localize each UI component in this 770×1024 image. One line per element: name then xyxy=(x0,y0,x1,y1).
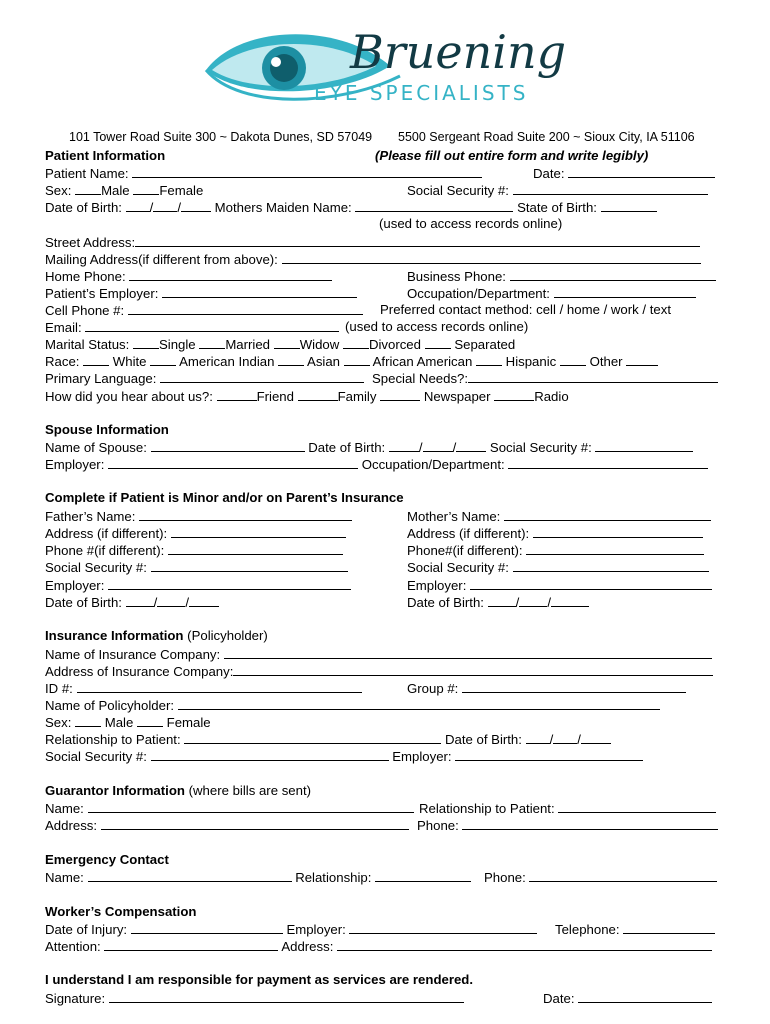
newspaper-label: Newspaper xyxy=(423,389,491,404)
mother-dob-label: Date of Birth: xyxy=(407,595,484,610)
sex-label: Sex: xyxy=(45,183,72,198)
father-name-label: Father’s Name: xyxy=(45,509,136,524)
minor-section-heading: Complete if Patient is Minor and/or on Parent’s Insurance xyxy=(45,490,404,505)
occupation-field[interactable] xyxy=(554,285,696,298)
emergency-name-label: Name: xyxy=(45,870,84,885)
state-of-birth-label: State of Birth: xyxy=(517,200,597,215)
street-address-label: Street Address: xyxy=(45,235,136,250)
emergency-phone-field[interactable] xyxy=(529,869,717,882)
spouse-dob-day-field[interactable] xyxy=(423,439,453,452)
father-dob-year-field[interactable] xyxy=(189,594,219,607)
father-ssn-label: Social Security #: xyxy=(45,560,147,575)
white-label: White xyxy=(112,354,147,369)
policyholder-employer-field[interactable] xyxy=(455,748,643,761)
mother-name-label: Mother’s Name: xyxy=(407,509,501,524)
mother-ssn-label: Social Security #: xyxy=(407,560,509,575)
spouse-occupation-field[interactable] xyxy=(508,456,708,469)
policyholder-ssn-field[interactable] xyxy=(151,748,389,761)
policyholder-name-label: Name of Policyholder: xyxy=(45,698,175,713)
divorced-label: Divorced xyxy=(368,337,421,352)
workers-comp-heading: Worker’s Compensation xyxy=(45,904,197,919)
emergency-relationship-label: Relationship: xyxy=(295,870,372,885)
married-blank[interactable] xyxy=(199,336,225,349)
workers-employer-label: Employer: xyxy=(286,922,346,937)
mothers-maiden-label: Mothers Maiden Name: xyxy=(214,200,352,215)
mother-ssn-field[interactable] xyxy=(513,559,709,572)
signature-date-field[interactable] xyxy=(578,990,712,1003)
guarantor-address-field[interactable] xyxy=(101,817,409,830)
sex-female-label: Female xyxy=(159,183,204,198)
policyholder-name-field[interactable] xyxy=(178,697,660,710)
policyholder-relationship-label: Relationship to Patient: xyxy=(45,732,181,747)
street-address-field[interactable] xyxy=(135,234,700,247)
logo-brand-text: Bruening xyxy=(350,25,567,79)
guarantor-name-field[interactable] xyxy=(88,800,414,813)
spouse-occupation-label: Occupation/Department: xyxy=(361,457,505,472)
policyholder-dob-label: Date of Birth: xyxy=(444,732,522,747)
spouse-dob-label: Date of Birth: xyxy=(308,440,386,455)
race-label: Race: xyxy=(45,354,80,369)
state-of-birth-field[interactable] xyxy=(601,199,657,212)
other-race-field[interactable] xyxy=(626,353,658,366)
policyholder-female-blank[interactable] xyxy=(137,714,163,727)
insurance-company-field[interactable] xyxy=(224,646,712,659)
occupation-label: Occupation/Department: xyxy=(407,286,550,301)
workers-employer-field[interactable] xyxy=(349,921,537,934)
guarantor-heading-note: (where bills are sent) xyxy=(188,783,312,798)
policyholder-male-blank[interactable] xyxy=(75,714,101,727)
dob-month-field[interactable] xyxy=(126,199,150,212)
white-blank[interactable] xyxy=(83,353,109,366)
father-name-field[interactable] xyxy=(139,508,352,521)
insurance-id-label: ID #: xyxy=(45,681,73,696)
policyholder-sex-label: Sex: xyxy=(45,715,72,730)
cell-phone-field[interactable] xyxy=(128,302,363,315)
dob-label: Date of Birth: xyxy=(45,200,122,215)
attention-label: Attention: xyxy=(45,939,101,954)
marital-status-label: Marital Status: xyxy=(45,337,130,352)
asian-blank[interactable] xyxy=(278,353,304,366)
radio-blank[interactable] xyxy=(494,388,534,401)
divorced-blank[interactable] xyxy=(343,336,369,349)
mother-phone-label: Phone#(if different): xyxy=(407,543,523,558)
spouse-ssn-field[interactable] xyxy=(595,439,693,452)
sex-female-blank[interactable] xyxy=(133,182,159,195)
address-left: 101 Tower Road Suite 300 ~ Dakota Dunes, SD 57049 xyxy=(69,130,373,144)
patient-name-field[interactable] xyxy=(132,165,482,178)
group-field[interactable] xyxy=(462,680,686,693)
father-employer-label: Employer: xyxy=(45,578,105,593)
married-label: Married xyxy=(225,337,271,352)
other-label: Other xyxy=(589,354,623,369)
spouse-ssn-label: Social Security #: xyxy=(489,440,592,455)
business-phone-label: Business Phone: xyxy=(407,269,506,284)
attention-field[interactable] xyxy=(104,938,278,951)
father-dob-day-field[interactable] xyxy=(157,594,185,607)
hispanic-blank[interactable] xyxy=(476,353,502,366)
father-dob-month-field[interactable] xyxy=(126,594,154,607)
dob-year-field[interactable] xyxy=(181,199,211,212)
home-phone-field[interactable] xyxy=(129,268,332,281)
emergency-relationship-field[interactable] xyxy=(375,869,471,882)
form-instruction: (Please fill out entire form and write legibly) xyxy=(375,148,649,163)
workers-telephone-field[interactable] xyxy=(623,921,715,934)
family-blank[interactable] xyxy=(298,388,338,401)
spouse-employer-label: Employer: xyxy=(45,457,105,472)
separated-label: Separated xyxy=(454,337,516,352)
spouse-info-heading: Spouse Information xyxy=(45,422,169,437)
sex-male-label: Male xyxy=(101,183,130,198)
mailing-address-label: Mailing Address(if different from above): xyxy=(45,252,278,267)
widow-blank[interactable] xyxy=(274,336,300,349)
family-label: Family xyxy=(337,389,377,404)
sex-male-blank[interactable] xyxy=(75,182,101,195)
other-blank[interactable] xyxy=(560,353,586,366)
registration-form: Bruening EYE SPECIALISTS 101 Tower Road Suite 300 ~ Dakota Dunes, SD 57049 5500 Sergeant Road Suite 200 ~ Sioux City, IA 51106 Patient Information (Please fill out entire form and write legibly) Patient Name: Date: Sex: Male Female Social Security #: Date of Birth: / / Mothers Maiden Name: State of Birth: (used to access records online) Street Address: Mailing Address(if different from above): Home Phone: Business Phone: Patient’s Employer: Occupation/Department: Cell Phone #: Preferred contact method: cell / home / work / text Email: (used to access records online) Marital Status: Single Married Widow Divorced Separated Race: White American Indian Asian African American Hispanic Other Primary Language: Special Needs?: How did you hear about us?: Friend Family Newspaper Radio Spouse Information Name of Spouse: Date of Birth: / / Social Security #: Employer: Occupation/Department: Complete if Patient is Minor and/or on Parent’s Insurance Father’s Name: Mother’s Name: Address (if different): Address (if different): Phone #(if different): Phone#(if different): Social Security #: Social Security #: Employer: Employer: Date of Birth: / / Date of Birth: / / Insurance Information (Policyholder) Name of Insurance Company: Address of Insurance Company: ID #: Group #: Name of Policyholder: Sex: Male Female Relationship to Patient: Date of Birth: / / Social Security #: Employer: Guarantor Information (where bills are sent) Name: Relationship to Patient: Address: Phone: Emergency Contact Name: Relationship: Phone: Worker’s Compensation Date of Injury: Employer: Telephone: Attention: Address: I understand I am responsible for payment as services are rendered. Signature: Date: xyxy=(0,0,770,1024)
email-field[interactable] xyxy=(85,319,339,332)
separated-blank[interactable] xyxy=(425,336,451,349)
father-ssn-field[interactable] xyxy=(151,559,348,572)
logo-subtitle-text: EYE SPECIALISTS xyxy=(314,81,529,105)
mother-dob-year-field[interactable] xyxy=(551,594,589,607)
mother-employer-label: Employer: xyxy=(407,578,467,593)
special-needs-label: Special Needs?: xyxy=(372,371,469,386)
signature-field[interactable] xyxy=(109,990,464,1003)
friend-blank[interactable] xyxy=(217,388,257,401)
father-phone-label: Phone #(if different): xyxy=(45,543,165,558)
mother-employer-field[interactable] xyxy=(470,577,712,590)
bruening-eye-logo xyxy=(200,14,580,120)
primary-language-label: Primary Language: xyxy=(45,371,157,386)
special-needs-field[interactable] xyxy=(468,370,718,383)
emergency-phone-label: Phone: xyxy=(484,870,526,885)
ssn-label: Social Security #: xyxy=(407,183,509,198)
date-label: Date: xyxy=(533,166,565,181)
email-note: (used to access records online) xyxy=(345,319,529,334)
single-label: Single xyxy=(158,337,196,352)
signature-date-label: Date: xyxy=(543,991,575,1006)
patient-info-heading: Patient Information xyxy=(45,148,166,163)
policyholder-male-label: Male xyxy=(104,715,134,730)
father-address-label: Address (if different): xyxy=(45,526,168,541)
payment-statement: I understand I am responsible for payment as services are rendered. xyxy=(45,972,474,987)
policyholder-female-label: Female xyxy=(166,715,211,730)
injury-date-field[interactable] xyxy=(131,921,283,934)
guarantor-address-label: Address: xyxy=(45,818,98,833)
workers-address-label: Address: xyxy=(281,939,334,954)
group-label: Group #: xyxy=(407,681,459,696)
mothers-maiden-field[interactable] xyxy=(355,199,513,212)
patient-employer-field[interactable] xyxy=(162,285,357,298)
father-address-field[interactable] xyxy=(171,525,346,538)
policyholder-dob-month-field[interactable] xyxy=(526,731,550,744)
primary-language-field[interactable] xyxy=(160,370,364,383)
asian-label: Asian xyxy=(307,354,341,369)
spouse-dob-year-field[interactable] xyxy=(456,439,486,452)
emergency-name-field[interactable] xyxy=(88,869,292,882)
patient-name-label: Patient Name: xyxy=(45,166,129,181)
mother-address-field[interactable] xyxy=(533,525,703,538)
guarantor-relationship-field[interactable] xyxy=(558,800,716,813)
mailing-address-field[interactable] xyxy=(282,251,701,264)
american-indian-blank[interactable] xyxy=(150,353,176,366)
hispanic-label: Hispanic xyxy=(505,354,557,369)
workers-telephone-label: Telephone: xyxy=(555,922,620,937)
dob-day-field[interactable] xyxy=(153,199,177,212)
spouse-dob-month-field[interactable] xyxy=(389,439,419,452)
radio-label: Radio xyxy=(534,389,569,404)
signature-label: Signature: xyxy=(45,991,106,1006)
policyholder-ssn-label: Social Security #: xyxy=(45,749,147,764)
ssn-field[interactable] xyxy=(513,182,708,195)
mother-phone-field[interactable] xyxy=(526,542,704,555)
insurance-company-label: Name of Insurance Company: xyxy=(45,647,221,662)
father-dob-label: Date of Birth: xyxy=(45,595,122,610)
american-indian-label: American Indian xyxy=(179,354,275,369)
mother-dob-month-field[interactable] xyxy=(488,594,516,607)
business-phone-field[interactable] xyxy=(510,268,716,281)
newspaper-blank[interactable] xyxy=(380,388,420,401)
single-blank[interactable] xyxy=(133,336,159,349)
spouse-name-field[interactable] xyxy=(151,439,305,452)
insurance-address-field[interactable] xyxy=(233,663,713,676)
mother-dob-day-field[interactable] xyxy=(519,594,547,607)
spouse-employer-field[interactable] xyxy=(108,456,358,469)
date-field[interactable] xyxy=(568,165,715,178)
policyholder-relationship-field[interactable] xyxy=(184,731,441,744)
insurance-address-label: Address of Insurance Company: xyxy=(45,664,234,679)
guarantor-name-label: Name: xyxy=(45,801,84,816)
insurance-info-heading: Insurance Information xyxy=(45,628,184,643)
mother-address-label: Address (if different): xyxy=(407,526,530,541)
guarantor-relationship-label: Relationship to Patient: xyxy=(419,801,555,816)
father-employer-field[interactable] xyxy=(108,577,351,590)
african-american-blank[interactable] xyxy=(344,353,370,366)
patient-employer-label: Patient’s Employer: xyxy=(45,286,159,301)
injury-date-label: Date of Injury: xyxy=(45,922,128,937)
guarantor-info-heading: Guarantor Information xyxy=(45,783,185,798)
cell-phone-label: Cell Phone #: xyxy=(45,303,125,318)
widow-label: Widow xyxy=(299,337,340,352)
policyholder-employer-label: Employer: xyxy=(392,749,452,764)
insurance-heading-note: (Policyholder) xyxy=(187,628,268,643)
father-phone-field[interactable] xyxy=(168,542,343,555)
friend-label: Friend xyxy=(256,389,294,404)
preferred-contact-method: Preferred contact method: cell / home / work / text xyxy=(380,302,671,317)
maiden-name-note: (used to access records online) xyxy=(379,216,563,231)
guarantor-phone-field[interactable] xyxy=(462,817,718,830)
guarantor-phone-label: Phone: xyxy=(417,818,459,833)
home-phone-label: Home Phone: xyxy=(45,269,126,284)
insurance-id-field[interactable] xyxy=(77,680,362,693)
mother-name-field[interactable] xyxy=(504,508,711,521)
referral-label: How did you hear about us?: xyxy=(45,389,213,404)
spouse-name-label: Name of Spouse: xyxy=(45,440,147,455)
email-label: Email: xyxy=(45,320,82,335)
policyholder-dob-year-field[interactable] xyxy=(581,731,611,744)
emergency-contact-heading: Emergency Contact xyxy=(45,852,169,867)
workers-address-field[interactable] xyxy=(337,938,712,951)
policyholder-dob-day-field[interactable] xyxy=(553,731,577,744)
address-right: 5500 Sergeant Road Suite 200 ~ Sioux City, IA 51106 xyxy=(398,130,695,144)
african-american-label: African American xyxy=(372,354,473,369)
